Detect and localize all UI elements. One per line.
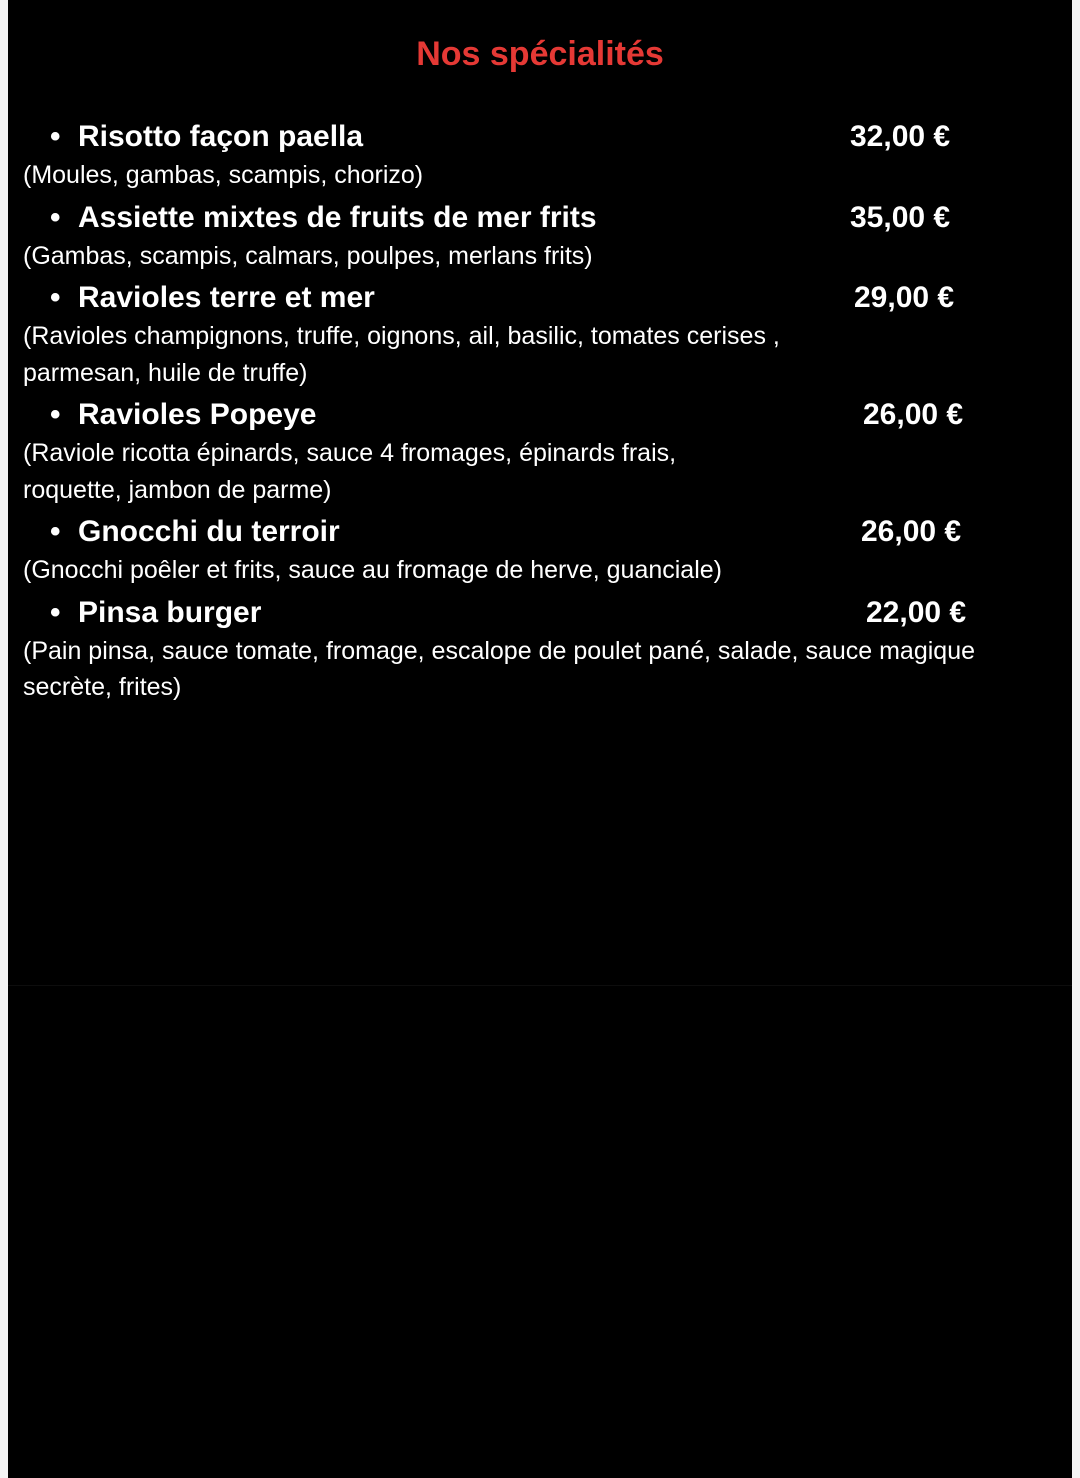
list-item — [23, 593, 1068, 706]
dish-price: 29,00 € — [854, 281, 955, 314]
dish-price: 26,00 € — [861, 515, 962, 548]
dish-name: Gnocchi du terroir — [78, 515, 340, 548]
bullet-icon: • — [50, 398, 61, 431]
dish-description: (Ravioles champignons, truffe, oignons, ail, basilic, tomates cerises , parmesan, huile de truffe) — [23, 322, 780, 387]
page-divider — [8, 985, 1072, 986]
bullet-icon: • — [50, 120, 61, 153]
bullet-icon: • — [50, 515, 61, 548]
dish-name: Ravioles Popeye — [78, 398, 317, 431]
list-item — [23, 117, 1068, 194]
dish-name: Risotto façon paella — [78, 120, 364, 153]
dish-description: (Gambas, scampis, calmars, poulpes, merlans frits) — [23, 241, 593, 270]
dish-name: Assiette mixtes de fruits de mer frits — [78, 200, 597, 234]
dish-description: (Gnocchi poêler et frits, sauce au fromage de herve, guanciale) — [23, 556, 722, 584]
bullet-icon: • — [50, 200, 61, 234]
dish-price: 22,00 € — [866, 595, 967, 629]
page-title: Nos spécialités — [416, 35, 664, 73]
bullet-icon: • — [50, 595, 61, 629]
specialties-list — [23, 117, 1068, 710]
dish-description: (Pain pinsa, sauce tomate, fromage, escalope de poulet pané, salade, sauce magique secrète, frites) — [23, 636, 976, 701]
dish-price: 32,00 € — [850, 120, 951, 153]
dish-description: (Raviole ricotta épinards, sauce 4 fromages, épinards frais, roquette, jambon de parme) — [23, 439, 677, 504]
dish-name: Pinsa burger — [78, 595, 262, 629]
list-item — [23, 198, 1068, 275]
dish-name: Ravioles terre et mer — [78, 281, 375, 314]
list-item — [23, 512, 1068, 589]
dish-price: 35,00 € — [850, 200, 951, 234]
list-item — [23, 395, 1068, 508]
list-item — [23, 278, 1068, 391]
dish-price: 26,00 € — [863, 398, 964, 431]
dish-description: (Moules, gambas, scampis, chorizo) — [23, 161, 424, 189]
bullet-icon: • — [50, 281, 61, 314]
menu-page — [8, 0, 1072, 1478]
